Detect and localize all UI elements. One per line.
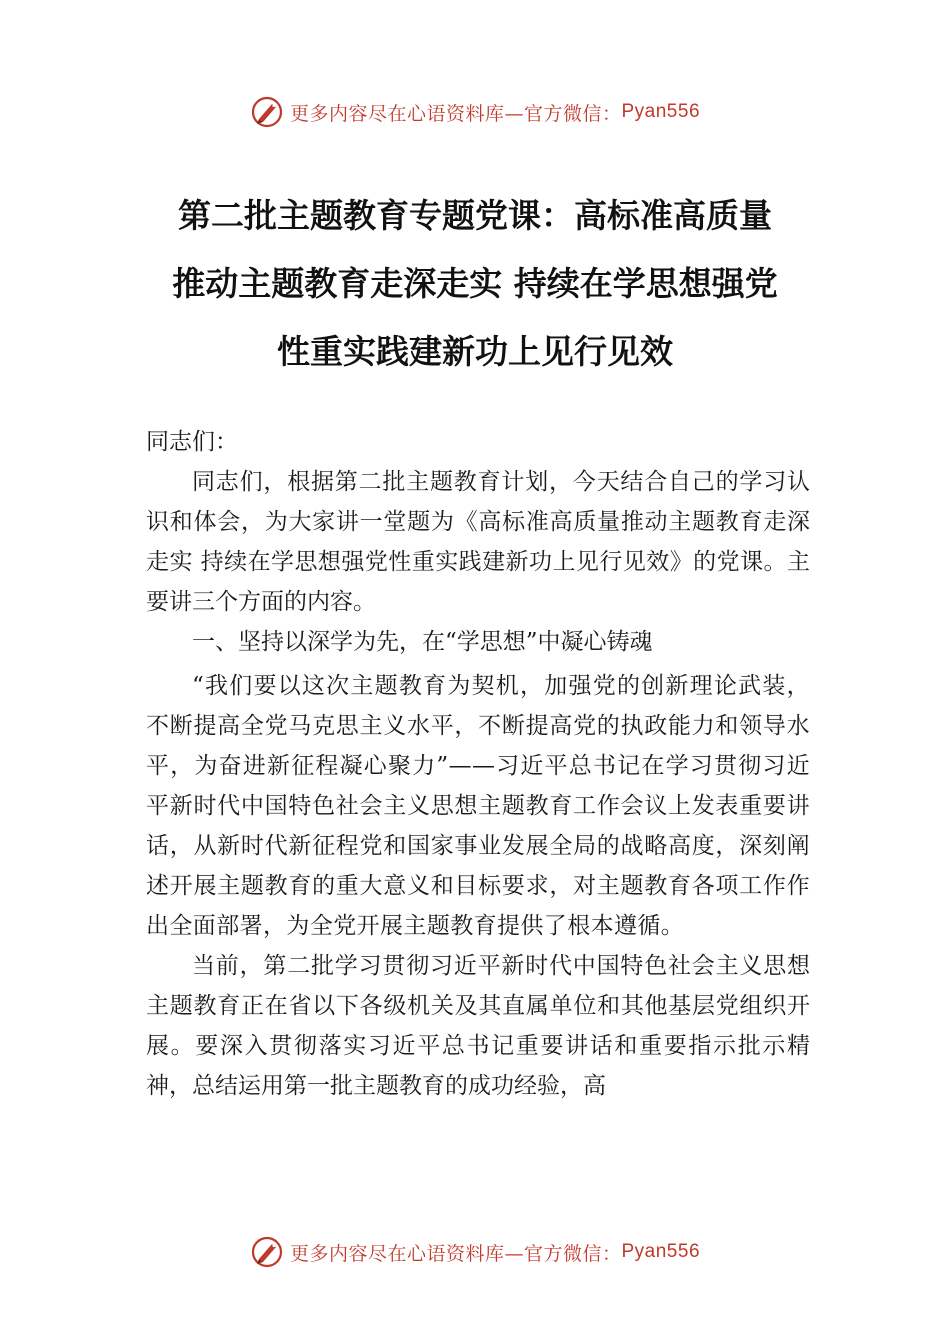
pen-logo-icon (250, 95, 284, 129)
footer-banner (0, 1232, 950, 1272)
pen-logo-icon (250, 1235, 284, 1269)
title-line-1: 第二批主题教育专题党课：高标准高质量 (178, 196, 772, 235)
section-heading-1: 一、坚持以深学为先，在“学思想”中凝心铸魂 (192, 629, 653, 655)
document-body (146, 422, 810, 1106)
paragraph-intro: 同志们，根据第二批主题教育计划，今天结合自己的学习认识和体会，为大家讲一堂题为《高标准高质量推动主题教育走深走实 持续在学思想强党性重实践建新功上见行见效》的党课。主要讲三个方面的内容。 (146, 469, 810, 615)
title-line-3: 性重实践建新功上见行见效 (277, 332, 673, 371)
banner-text: 更多内容尽在心语资料库—官方微信： (289, 1242, 622, 1265)
title-line-2: 推动主题教育走深走实 持续在学思想强党 (172, 264, 778, 303)
header-banner (0, 92, 950, 132)
paragraph-quote: “我们要以这次主题教育为契机，加强党的创新理论武装，不断提高全党马克思主义水平，不断提高党的执政能力和领导水平，为奋进新征程凝心聚力”——习近平总书记在学习贯彻习近平新时代中国特色社会主义思想主题教育工作会议上发表重要讲话，从新时代新征程党和国家事业发展全局的战略高度，深刻阐述开展主题教育的重大意义和目标要求，对主题教育各项工作作出全面部署，为全党开展主题教育提供了根本遵循。 (146, 673, 810, 939)
document-title (120, 182, 830, 386)
banner-wechat-id: Pyan556 (621, 1241, 701, 1262)
paragraph-current: 当前，第二批学习贯彻习近平新时代中国特色社会主义思想主题教育正在省以下各级机关及其直属单位和其他基层党组织开展。要深入贯彻落实习近平总书记重要讲话和重要指示批示精神，总结运用第一批主题教育的成功经验，高 (146, 953, 810, 1099)
banner-text: 更多内容尽在心语资料库—官方微信： (289, 102, 622, 125)
banner-wechat-id: Pyan556 (621, 101, 701, 122)
salutation: 同志们： (146, 429, 238, 455)
